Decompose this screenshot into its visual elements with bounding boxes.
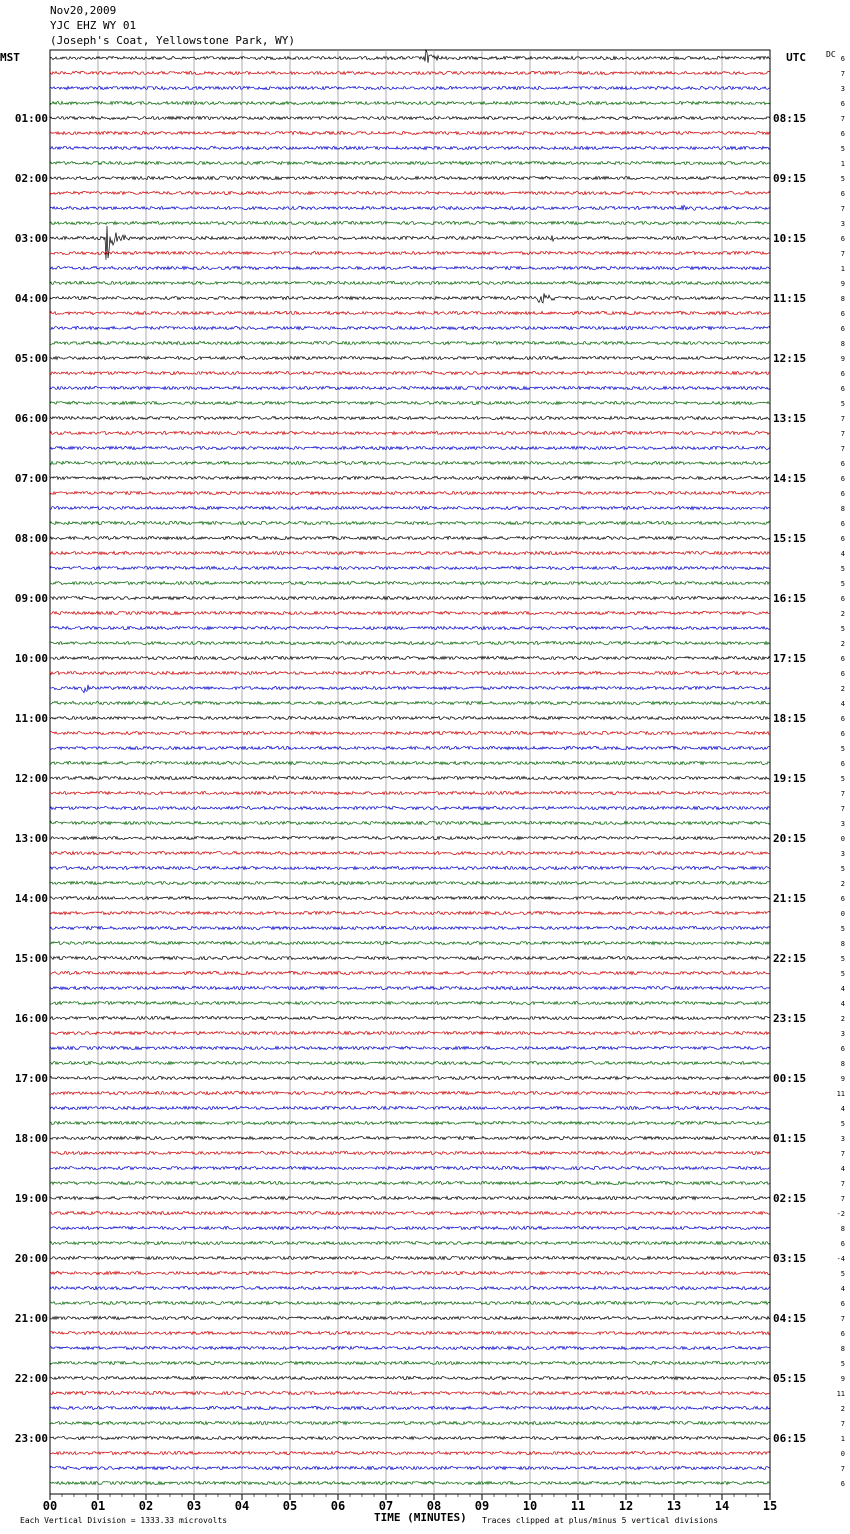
seismic-trace <box>50 191 770 194</box>
dc-offset-label: 6 <box>840 1240 845 1248</box>
dc-offset-label: 1 <box>840 265 845 273</box>
dc-offset-label: 5 <box>840 175 845 183</box>
dc-offset-label: 6 <box>840 460 845 468</box>
seismic-trace <box>50 71 770 74</box>
seismic-trace <box>50 431 770 434</box>
left-hour-label: 20:00 <box>14 1252 48 1265</box>
seismic-trace <box>50 551 770 554</box>
left-hour-label: 09:00 <box>14 592 48 605</box>
seismic-trace <box>50 746 770 749</box>
dc-offset-label: 9 <box>840 355 845 363</box>
seismic-trace <box>50 1091 770 1094</box>
dc-offset-label: 4 <box>840 1285 845 1293</box>
seismic-trace <box>50 221 770 224</box>
seismic-trace <box>50 1241 770 1244</box>
dc-offset-label: 9 <box>840 280 845 288</box>
seismic-trace <box>50 176 770 179</box>
seismic-trace <box>50 251 770 254</box>
dc-offset-label: 7 <box>840 415 845 423</box>
left-hour-label: 11:00 <box>14 712 48 725</box>
dc-offset-label: 7 <box>840 1420 845 1428</box>
seismic-trace <box>50 926 770 929</box>
seismic-trace <box>50 281 770 284</box>
dc-offset-label: 6 <box>840 730 845 738</box>
dc-offset-label: 0 <box>840 835 845 843</box>
x-tick-label: 08 <box>426 1499 442 1513</box>
x-tick-label: 13 <box>666 1499 682 1513</box>
x-tick-label: 11 <box>570 1499 586 1513</box>
seismic-trace <box>50 716 770 719</box>
seismic-trace <box>50 1121 770 1124</box>
seismic-trace <box>50 626 770 629</box>
dc-offset-label: 7 <box>840 805 845 813</box>
seismic-trace <box>50 1136 770 1139</box>
seismic-trace <box>50 761 770 764</box>
seismic-trace <box>50 1451 770 1454</box>
dc-offset-label: 6 <box>840 130 845 138</box>
dc-offset-label: 7 <box>840 430 845 438</box>
dc-offset-label: 9 <box>840 1375 845 1383</box>
dc-offset-label: 6 <box>840 1300 845 1308</box>
right-hour-label: 20:15 <box>773 832 807 845</box>
dc-offset-label: 7 <box>840 1195 845 1203</box>
dc-offset-label: 7 <box>840 790 845 798</box>
seismic-trace <box>50 1316 770 1319</box>
seismic-trace <box>50 1151 770 1154</box>
right-hour-label: 14:15 <box>773 472 807 485</box>
seismic-trace <box>50 1391 770 1394</box>
seismic-trace <box>50 1166 770 1169</box>
left-tz-label: MST <box>0 51 20 64</box>
left-hour-label: 14:00 <box>14 892 48 905</box>
seismic-trace <box>50 1256 770 1259</box>
right-hour-label: 15:15 <box>773 532 807 545</box>
right-hour-label: 23:15 <box>773 1012 807 1025</box>
dc-offset-label: 6 <box>840 1480 845 1488</box>
seismic-trace <box>50 866 770 869</box>
dc-offset-label: 7 <box>840 250 845 258</box>
dc-offset-label: 6 <box>840 595 845 603</box>
seismic-trace <box>50 1061 770 1064</box>
seismic-trace <box>50 1466 770 1469</box>
x-axis-label: TIME (MINUTES) <box>374 1511 467 1524</box>
seismic-trace <box>50 1301 770 1304</box>
dc-offset-label: 6 <box>840 655 845 663</box>
seismic-trace <box>50 851 770 854</box>
dc-offset-label: 6 <box>840 535 845 543</box>
left-hour-label: 06:00 <box>14 412 48 425</box>
right-hour-label: 11:15 <box>773 292 807 305</box>
seismic-trace <box>50 293 770 303</box>
right-hour-label: 04:15 <box>773 1312 807 1325</box>
seismic-trace <box>50 731 770 734</box>
dc-offset-label: 7 <box>840 1180 845 1188</box>
x-tick-label: 09 <box>474 1499 490 1513</box>
dc-offset-label: 4 <box>840 1000 845 1008</box>
seismic-trace <box>50 536 770 539</box>
dc-offset-label: 7 <box>840 1315 845 1323</box>
left-hour-label: 08:00 <box>14 532 48 545</box>
seismic-trace <box>50 1271 770 1274</box>
left-hour-label: 23:00 <box>14 1432 48 1445</box>
dc-offset-label: 4 <box>840 1165 845 1173</box>
dc-label: DC <box>826 50 836 59</box>
right-hour-label: 18:15 <box>773 712 807 725</box>
seismic-trace <box>50 341 770 344</box>
dc-offset-label: 5 <box>840 1360 845 1368</box>
right-hour-label: 09:15 <box>773 172 807 185</box>
left-hour-label: 12:00 <box>14 772 48 785</box>
dc-offset-label: 4 <box>840 700 845 708</box>
dc-offset-label: 8 <box>840 940 845 948</box>
seismic-trace <box>50 1346 770 1349</box>
seismic-trace <box>50 656 770 659</box>
x-tick-label: 04 <box>234 1499 250 1513</box>
dc-offset-label: 0 <box>840 910 845 918</box>
left-hour-label: 17:00 <box>14 1072 48 1085</box>
dc-offset-label: 7 <box>840 445 845 453</box>
left-hour-label: 07:00 <box>14 472 48 485</box>
dc-offset-label: 0 <box>840 1450 845 1458</box>
seismic-trace <box>50 521 770 524</box>
left-hour-label: 05:00 <box>14 352 48 365</box>
seismic-trace <box>50 1211 770 1214</box>
seismic-trace <box>50 941 770 944</box>
right-hour-label: 00:15 <box>773 1072 807 1085</box>
right-hour-label: 22:15 <box>773 952 807 965</box>
right-hour-label: 05:15 <box>773 1372 807 1385</box>
dc-offset-label: 2 <box>840 880 845 888</box>
seismic-trace <box>50 161 770 164</box>
right-hour-label: 08:15 <box>773 112 807 125</box>
dc-offset-label: 5 <box>840 865 845 873</box>
seismic-trace <box>50 911 770 914</box>
seismic-trace <box>50 326 770 329</box>
x-tick-label: 01 <box>90 1499 106 1513</box>
dc-offset-label: 1 <box>840 160 845 168</box>
seismic-trace <box>50 266 770 269</box>
dc-offset-label: 2 <box>840 685 845 693</box>
dc-offset-label: 6 <box>840 190 845 198</box>
seismic-trace <box>50 86 770 89</box>
dc-offset-label: 6 <box>840 520 845 528</box>
dc-offset-label: -2 <box>836 1210 845 1218</box>
dc-offset-label: 8 <box>840 1345 845 1353</box>
seismic-trace <box>50 1406 770 1409</box>
dc-offset-label: 3 <box>840 220 845 228</box>
left-hour-label: 21:00 <box>14 1312 48 1325</box>
dc-offset-label: 6 <box>840 670 845 678</box>
left-hour-label: 04:00 <box>14 292 48 305</box>
dc-offset-label: 6 <box>840 1330 845 1338</box>
seismic-trace <box>50 1196 770 1199</box>
clip-note: Traces clipped at plus/minus 5 vertical divisions <box>482 1516 719 1525</box>
dc-offset-label: 8 <box>840 505 845 513</box>
x-tick-label: 00 <box>42 1499 58 1513</box>
right-hour-label: 19:15 <box>773 772 807 785</box>
seismic-trace <box>50 836 770 839</box>
dc-offset-label: 1 <box>840 1435 845 1443</box>
seismic-trace <box>50 1031 770 1034</box>
seismic-trace <box>50 491 770 494</box>
dc-offset-label: 5 <box>840 565 845 573</box>
right-hour-label: 10:15 <box>773 232 807 245</box>
dc-offset-label: 5 <box>840 745 845 753</box>
seismic-trace <box>50 791 770 794</box>
right-hour-label: 02:15 <box>773 1192 807 1205</box>
dc-offset-label: 6 <box>840 370 845 378</box>
dc-offset-label: 3 <box>840 1135 845 1143</box>
seismic-trace <box>50 701 770 704</box>
dc-offset-label: 6 <box>840 475 845 483</box>
scale-note: Each Vertical Division = 1333.33 microvolts <box>20 1516 228 1525</box>
seismic-trace <box>50 821 770 824</box>
seismic-trace <box>50 1001 770 1004</box>
station-label: YJC EHZ WY 01 <box>50 19 137 32</box>
dc-offset-label: 5 <box>840 580 845 588</box>
seismic-trace <box>50 971 770 974</box>
dc-offset-label: 2 <box>840 1405 845 1413</box>
seismic-trace <box>50 116 770 119</box>
seismic-trace <box>50 896 770 899</box>
dc-offset-label: 5 <box>840 955 845 963</box>
seismic-trace <box>50 1016 770 1019</box>
seismic-trace <box>50 776 770 780</box>
dc-offset-label: 5 <box>840 625 845 633</box>
x-tick-label: 07 <box>378 1499 394 1513</box>
seismic-trace <box>50 671 770 674</box>
date-label: Nov20,2009 <box>50 4 117 17</box>
seismic-trace <box>50 1361 770 1364</box>
left-hour-label: 18:00 <box>14 1132 48 1145</box>
left-hour-label: 19:00 <box>14 1192 48 1205</box>
dc-offset-label: 3 <box>840 85 845 93</box>
seismic-trace <box>50 1181 770 1184</box>
dc-offset-label: 6 <box>840 385 845 393</box>
dc-offset-label: 5 <box>840 400 845 408</box>
seismic-trace <box>50 566 770 569</box>
left-hour-label: 01:00 <box>14 112 48 125</box>
seismic-trace <box>50 1331 770 1334</box>
dc-offset-label: 5 <box>840 1270 845 1278</box>
dc-offset-label: 6 <box>840 325 845 333</box>
dc-offset-label: 2 <box>840 640 845 648</box>
right-hour-label: 01:15 <box>773 1132 807 1145</box>
dc-offset-label: 2 <box>840 1015 845 1023</box>
x-tick-label: 10 <box>522 1499 538 1513</box>
dc-offset-label: 6 <box>840 310 845 318</box>
x-tick-label: 03 <box>186 1499 202 1513</box>
seismic-trace <box>50 611 770 614</box>
seismic-trace <box>50 1421 770 1424</box>
seismic-trace <box>50 311 770 314</box>
dc-offset-label: 5 <box>840 970 845 978</box>
seismic-trace <box>50 685 770 693</box>
dc-offset-label: 4 <box>840 1105 845 1113</box>
seismic-trace <box>50 1286 770 1289</box>
seismic-trace <box>50 371 770 374</box>
right-hour-label: 12:15 <box>773 352 807 365</box>
seismic-trace <box>50 416 770 419</box>
dc-offset-label: 7 <box>840 1465 845 1473</box>
seismic-trace <box>50 401 770 404</box>
seismic-trace <box>50 461 770 464</box>
dc-offset-label: 3 <box>840 850 845 858</box>
dc-offset-label: 6 <box>840 55 845 63</box>
dc-offset-label: 7 <box>840 70 845 78</box>
right-hour-label: 21:15 <box>773 892 807 905</box>
dc-offset-label: 8 <box>840 340 845 348</box>
seismic-trace <box>50 806 770 809</box>
dc-offset-label: 8 <box>840 1060 845 1068</box>
seismic-trace <box>50 131 770 134</box>
right-hour-label: 16:15 <box>773 592 807 605</box>
seismic-trace <box>50 956 770 959</box>
left-hour-label: 15:00 <box>14 952 48 965</box>
seismic-trace <box>50 1436 770 1439</box>
seismic-trace <box>50 50 770 63</box>
seismic-trace <box>50 356 770 359</box>
dc-offset-label: 6 <box>840 1045 845 1053</box>
seismic-trace <box>50 476 770 479</box>
seismic-trace <box>50 1076 770 1079</box>
dc-offset-label: 7 <box>840 1150 845 1158</box>
location-label: (Joseph's Coat, Yellowstone Park, WY) <box>50 34 296 47</box>
dc-offset-label: 4 <box>840 550 845 558</box>
left-hour-label: 13:00 <box>14 832 48 845</box>
x-tick-label: 05 <box>282 1499 298 1513</box>
seismic-trace <box>50 1226 770 1229</box>
dc-offset-label: 3 <box>840 1030 845 1038</box>
seismic-trace <box>50 1481 770 1484</box>
seismic-trace <box>50 596 770 599</box>
dc-offset-label: 6 <box>840 235 845 243</box>
right-tz-label: UTC <box>786 51 806 64</box>
seismic-trace <box>50 1376 770 1379</box>
dc-offset-label: 11 <box>836 1090 845 1098</box>
dc-offset-label: 8 <box>840 295 845 303</box>
x-tick-label: 02 <box>138 1499 154 1513</box>
dc-offset-label: 5 <box>840 925 845 933</box>
seismic-trace <box>50 205 770 210</box>
left-hour-label: 10:00 <box>14 652 48 665</box>
dc-offset-label: 7 <box>840 205 845 213</box>
seismic-trace <box>50 581 770 584</box>
dc-offset-label: 9 <box>840 1075 845 1083</box>
dc-offset-label: 6 <box>840 490 845 498</box>
right-hour-label: 13:15 <box>773 412 807 425</box>
dc-offset-label: 6 <box>840 100 845 108</box>
dc-offset-label: 5 <box>840 775 845 783</box>
seismic-trace <box>50 446 770 449</box>
left-hour-label: 22:00 <box>14 1372 48 1385</box>
right-hour-label: 06:15 <box>773 1432 807 1445</box>
dc-offset-label: 8 <box>840 1225 845 1233</box>
seismic-trace <box>50 986 770 989</box>
dc-offset-label: 7 <box>840 115 845 123</box>
dc-offset-label: 2 <box>840 610 845 618</box>
dc-offset-label: -4 <box>836 1255 845 1263</box>
dc-offset-label: 4 <box>840 985 845 993</box>
dc-offset-label: 11 <box>836 1390 845 1398</box>
x-tick-label: 12 <box>618 1499 634 1513</box>
left-hour-label: 16:00 <box>14 1012 48 1025</box>
right-hour-label: 03:15 <box>773 1252 807 1265</box>
left-hour-label: 02:00 <box>14 172 48 185</box>
seismic-trace <box>50 1046 770 1049</box>
dc-offset-label: 6 <box>840 715 845 723</box>
seismic-trace <box>50 146 770 149</box>
seismic-trace <box>50 101 770 104</box>
seismic-trace <box>50 641 770 644</box>
dc-offset-label: 5 <box>840 1120 845 1128</box>
left-hour-label: 03:00 <box>14 232 48 245</box>
x-tick-label: 15 <box>762 1499 778 1513</box>
dc-offset-label: 3 <box>840 820 845 828</box>
right-hour-label: 17:15 <box>773 652 807 665</box>
seismic-trace <box>50 386 770 389</box>
seismic-trace <box>50 1106 770 1109</box>
seismic-trace <box>50 881 770 884</box>
seismic-trace <box>50 506 770 509</box>
dc-offset-label: 6 <box>840 760 845 768</box>
dc-offset-label: 5 <box>840 145 845 153</box>
dc-offset-label: 6 <box>840 895 845 903</box>
x-tick-label: 06 <box>330 1499 346 1513</box>
x-tick-label: 14 <box>714 1499 730 1513</box>
